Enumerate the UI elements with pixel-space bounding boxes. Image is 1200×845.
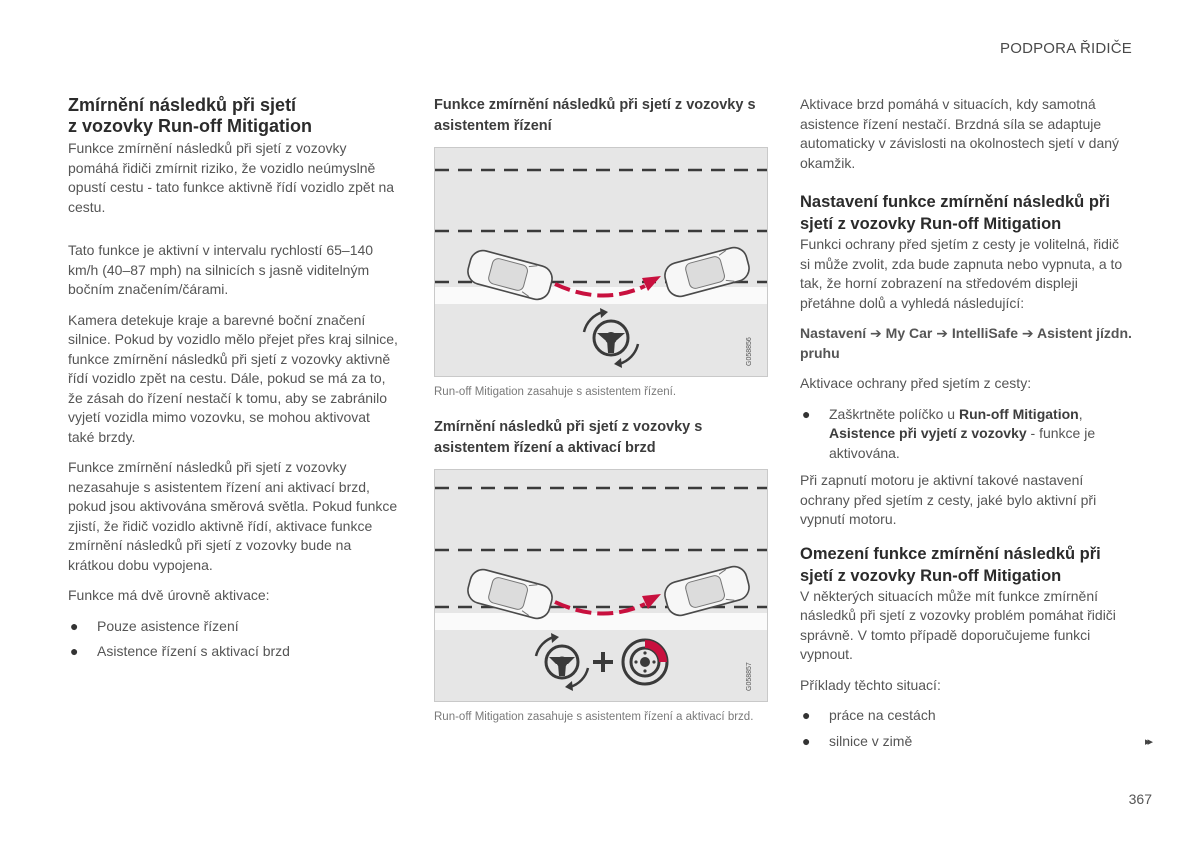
page-number: 367 xyxy=(1128,791,1152,807)
main-heading-line1: Zmírnění následků při sjetí xyxy=(68,95,297,115)
column-middle xyxy=(434,95,768,725)
list-item: ● Asistence řízení s aktivací brzd xyxy=(68,642,398,662)
arrow-right-icon: ➔ xyxy=(1021,325,1034,341)
activation-levels-list xyxy=(68,617,398,662)
list-item: ● práce na cestách xyxy=(800,706,1132,726)
arrow-right-icon: ➔ xyxy=(870,325,882,341)
turn-signal-paragraph: Funkce zmírnění následků při sjetí z vozovky nezasahuje s asistentem řízení ani aktivací brzd, pokud jsou aktivována směrová světla. Pokud funkce zjistí, že řidič vozidlo aktivně řídí, aktivace funkce zmírnění následků při sjetí z vozovky bude na krátkou dobu vypojena. xyxy=(68,459,398,573)
speed-range-paragraph: Tato funkce je aktivní v intervalu rychlostí 65–140 km/h (40–87 mph) na silnicích s jasně viditelným bočním značením/čárami. xyxy=(68,242,374,297)
bullet-dot: ● xyxy=(802,405,811,422)
menu-path-item: Asistent jízdn. pruhu xyxy=(800,325,1132,361)
figure1-code: G058856 xyxy=(746,337,753,366)
settings-paragraph: Funkci ochrany před sjetím z cesty je volitelná, řidič si může zvolit, zda bude zapnuta nebo vypnuta, a to tak, že horní zobrazení na středovém displeji přetáhne dolů a vyhledá následující: xyxy=(800,236,1123,311)
limitations-paragraph: V některých situacích může mít funkce zmírnění následků při sjetí z vozovky problém pomáhat řidiči správně. V tomto případě doporučujeme funkci vypnout. xyxy=(800,587,1116,662)
figure1-heading: Funkce zmírnění následků při sjetí z vozovky s asistentem řízení xyxy=(434,97,756,134)
bullet-dot: ● xyxy=(70,617,79,634)
ui-setting-name: Run-off Mitigation xyxy=(958,405,1079,422)
menu-path-item: My Car xyxy=(885,325,933,341)
menu-path-item: Nastavení xyxy=(800,325,867,341)
arrow-right-icon: ➔ xyxy=(936,325,948,341)
camera-paragraph: Kamera detekuje kraje a barevné boční značení silnice. Pokud by vozidlo mělo přejet přes kraj silnice, funkce zmírnění následků při sjetí z vozovky aktivně řídí vozidlo zpět na cestu. Dále, pokud se má za to, že zásah do řízení nestačí k tomu, aby se zabránilo vyjetí vozidla mimo vozovku, se mohou aktivovat také brzdy. xyxy=(68,311,398,445)
activation-paragraph: Aktivace ochrany před sjetím z cesty: xyxy=(800,375,1032,391)
menu-path-item: IntelliSafe xyxy=(951,325,1019,341)
engine-start-paragraph: Při zapnutí motoru je aktivní takové nastavení ochrany před sjetím z cesty, jaké bylo aktivní při vypnutí motoru. xyxy=(800,472,1097,527)
figure1-illustration xyxy=(434,147,768,377)
figure2-code: G058857 xyxy=(746,662,753,691)
menu-path xyxy=(800,324,1132,363)
bullet-dot: ● xyxy=(802,732,811,749)
figure2-caption: Run-off Mitigation zasahuje s asistentem řízení a aktivací brzd. xyxy=(434,711,754,723)
activation-steps-list xyxy=(800,405,1132,464)
intro-paragraph: Funkce zmírnění následků při sjetí z vozovky pomáhá řidiči zmírnit riziko, že vozidlo neúmyslně opustí cestu - tato funkce aktivně řídí vozidlo zpět na cestu. xyxy=(68,140,395,215)
list-item: ● silnice v zimě xyxy=(800,732,1132,752)
column-left xyxy=(68,95,398,668)
settings-heading: Nastavení funkce zmírnění následků při sjetí z vozovky Run-off Mitigation xyxy=(800,193,1110,233)
figure2-heading: Zmírnění následků při sjetí z vozovky s asistentem řízení a aktivací brzd xyxy=(434,419,703,456)
section-header: PODPORA ŘIDIČE xyxy=(1000,40,1132,57)
limitations-heading: Omezení funkce zmírnění následků při sjetí z vozovky Run-off Mitigation xyxy=(800,544,1101,585)
ui-setting-name: Asistence při vyjetí z vozovky xyxy=(829,425,1027,441)
list-item: ● Pouze asistence řízení xyxy=(68,617,398,637)
figure1-caption: Run-off Mitigation zasahuje s asistentem řízení. xyxy=(434,386,677,398)
examples-list xyxy=(800,706,1132,751)
brake-activation-paragraph: Aktivace brzd pomáhá v situacích, kdy samotná asistence řízení nestačí. Brzdná síla se adaptuje automaticky v závislosti na okolnostech sjetí v daný okamžik. xyxy=(800,96,1120,171)
column-right xyxy=(800,95,1132,757)
activation-levels-paragraph: Funkce má dvě úrovně aktivace: xyxy=(68,587,270,603)
examples-paragraph: Příklady těchto situací: xyxy=(800,676,941,693)
figure2-illustration xyxy=(434,469,768,702)
list-item: ● Zaškrtněte políčko u Run-off Mitigation, Asistence při vyjetí z vozovky - funkce je aktivována. xyxy=(802,405,1096,461)
brake-disc-icon xyxy=(623,640,667,684)
main-heading xyxy=(68,95,398,137)
bullet-dot: ● xyxy=(802,707,811,723)
continue-arrows-icon: ▸▸ xyxy=(1144,736,1150,748)
bullet-dot: ● xyxy=(70,643,79,659)
main-heading-line2: z vozovky Run-off Mitigation xyxy=(68,116,312,136)
